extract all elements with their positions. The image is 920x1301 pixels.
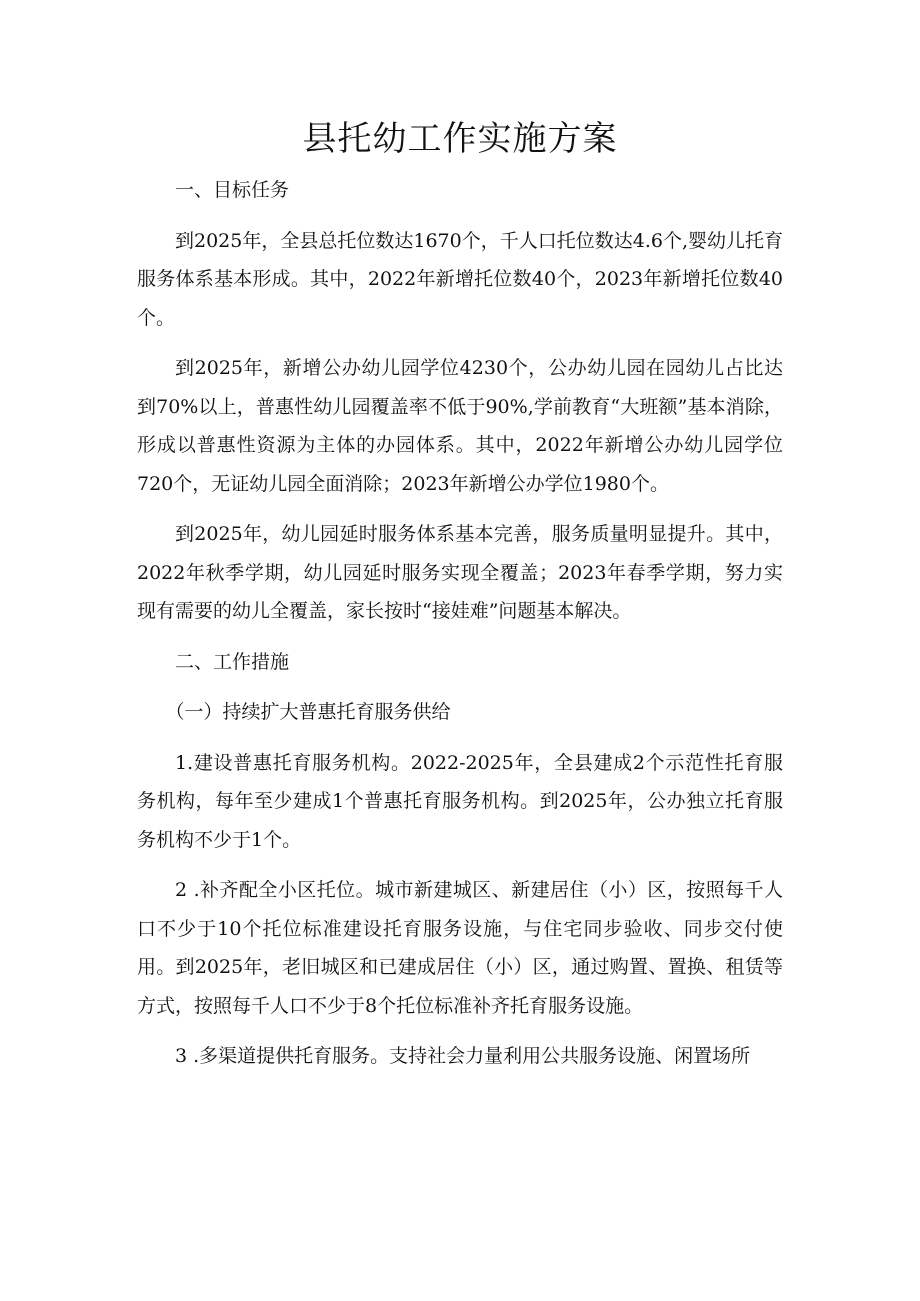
paragraph-measure-1: 1.建设普惠托育服务机构。2022-2025年，全县建成2个示范性托育服务机构，每年至少建成1个普惠托育服务机构。到2025年，公办独立托育服务机构不少于1个。 [137, 751, 783, 851]
paragraph-kindergarten-target: 到2025年，新增公办幼儿园学位4230个，公办幼儿园在园幼儿占比达到70%以上，普惠性幼儿园覆盖率不低于90%,学前教育“大班额”基本消除，形成以普惠性资源为主体的办园体系。其中，2022年新增公办幼儿园学位720个，无证幼儿园全面消除；2023年新增公办学位1980个。 [137, 357, 783, 495]
paragraph-measure-3: 3 .多渠道提供托育服务。支持社会力量利用公共服务设施、闲置场所 [175, 1045, 751, 1067]
document-body [137, 171, 783, 1088]
paragraph-extended-service-target: 到2025年，幼儿园延时服务体系基本完善，服务质量明显提升。其中，2022年秋季学期，幼儿园延时服务实现全覆盖；2023年春季学期，努力实现有需要的幼儿全覆盖，家长按时“接娃难”问题基本解决。 [137, 523, 783, 622]
subsection-heading-supply: （一）持续扩大普惠托育服务供给 [165, 701, 451, 723]
section-heading-measures: 二、工作措施 [175, 650, 290, 673]
paragraph-childcare-target: 到2025年，全县总托位数达1670个，千人口托位数达4.6个,婴幼儿托育服务体系基本形成。其中，2022年新增托位数40个，2023年新增托位数40个。 [137, 229, 783, 329]
paragraph-measure-2: 2 .补齐配全小区托位。城市新建城区、新建居住（小）区，按照每千人口不少于10个托位标准建设托育服务设施，与住宅同步验收、同步交付使用。到2025年，老旧城区和已建成居住（小）区，通过购置、置换、租赁等方式，按照每千人口不少于8个托位标准补齐托育服务设施。 [137, 879, 783, 1017]
document-title: 县托幼工作实施方案 [302, 119, 618, 159]
section-heading-goals: 一、目标任务 [175, 179, 290, 201]
